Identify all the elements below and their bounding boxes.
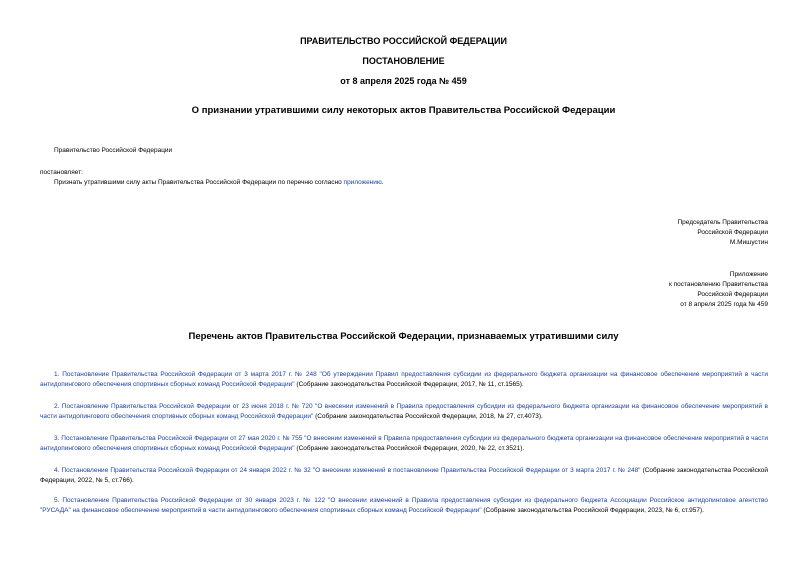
list-item-source: (Собрание законодательства Российской Федерации, 2023, № 6, ст.957). bbox=[481, 507, 704, 514]
signature-line-1: Председатель Правительства bbox=[677, 219, 768, 226]
doc-type-heading: ПОСТАНОВЛЕНИЕ bbox=[362, 56, 445, 66]
decree-text-end: . bbox=[381, 179, 384, 186]
list-item bbox=[40, 466, 768, 486]
appendix-line-2: к постановлению Правительства bbox=[668, 281, 768, 288]
list-item-source: (Собрание законодательства Российской Федерации, 2022, № 5, ст.766). bbox=[40, 467, 768, 484]
list-item bbox=[40, 434, 768, 454]
appendix-line-4: от 8 апреля 2025 года № 459 bbox=[680, 301, 768, 308]
list-item-link[interactable]: 2. Постановление Правительства Российской Федерации от 23 июня 2018 г. № 720 "О внесении изменений в Правила предоставления субсидии из федерального бюджета организации на финансовое обеспечение мероприятий в части антидопингового обеспечения спортивных сборных команд Российской Федерации" bbox=[40, 403, 768, 420]
list-item-link[interactable]: 1. Постановление Правительства Российской Федерации от 3 марта 2017 г. № 248 "Об утверждении Правил предоставления субсидии из федерального бюджета организации на финансовое обеспечение мероприятий в части антидопингового обеспечения спортивных сборных команд Российской Федерации" bbox=[40, 371, 768, 388]
appendix-link[interactable]: приложению bbox=[343, 179, 382, 186]
appendix-line-3: Российской Федерации bbox=[697, 291, 768, 298]
list-item bbox=[40, 402, 768, 422]
list-item-source: (Собрание законодательства Российской Федерации, 2017, № 11, ст.1565). bbox=[294, 381, 524, 388]
list-title: Перечень актов Правительства Российской Федерации, признаваемых утратившими силу bbox=[188, 331, 619, 342]
appendix-block bbox=[669, 270, 768, 310]
signature-block bbox=[677, 218, 768, 248]
signature-line-2: Российской Федерации bbox=[697, 229, 768, 236]
government-heading: ПРАВИТЕЛЬСТВО РОССИЙСКОЙ ФЕДЕРАЦИИ bbox=[300, 36, 507, 46]
decree-word: постановляет: bbox=[40, 169, 83, 176]
list-item bbox=[40, 496, 768, 516]
government-line: Правительство Российской Федерации bbox=[54, 147, 173, 154]
list-item-source: (Собрание законодательства Российской Федерации, 2020, № 22, ст.3521). bbox=[294, 445, 525, 452]
date-number-heading: от 8 апреля 2025 года № 459 bbox=[340, 76, 467, 86]
list-item-source: (Собрание законодательства Российской Федерации, 2018, № 27, ст.4073). bbox=[313, 413, 543, 420]
list-item-link[interactable]: 3. Постановление Правительства Российской Федерации от 27 мая 2020 г. № 755 "О внесении изменений в Правила предоставления субсидии из федерального бюджета организации на финансовое обеспечение мероприятий в части антидопингового обеспечения спортивных сборных команд Российской Федерации" bbox=[40, 435, 768, 452]
signature-line-3: М.Мишустин bbox=[729, 239, 768, 246]
decree-text bbox=[54, 178, 384, 188]
decree-text-body: Признать утратившими силу акты Правительства Российской Федерации по перечню согласно bbox=[54, 179, 344, 186]
list-item-link[interactable]: 4. Постановление Правительства Российской Федерации от 24 января 2022 г. № 32 "О внесении изменений в постановление Правительства Российской Федерации от 3 марта 2017 г. № 248" bbox=[54, 467, 641, 474]
appendix-line-1: Приложение bbox=[729, 271, 768, 278]
list-item bbox=[40, 370, 768, 390]
list-item-link[interactable]: 5. Постановление Правительства Российской Федерации от 30 января 2023 г. № 122 "О внесении изменений в Правила предоставления субсидии из федерального бюджета Ассоциации Российское антидопинговое агентство "РУСАДА" на финансовое обеспечение мероприятий в части антидопингового обеспечения спортивных сборных команд Российской Федерации" bbox=[40, 497, 768, 514]
document-title: О признании утратившими силу некоторых актов Правительства Российской Федерации bbox=[191, 105, 616, 116]
